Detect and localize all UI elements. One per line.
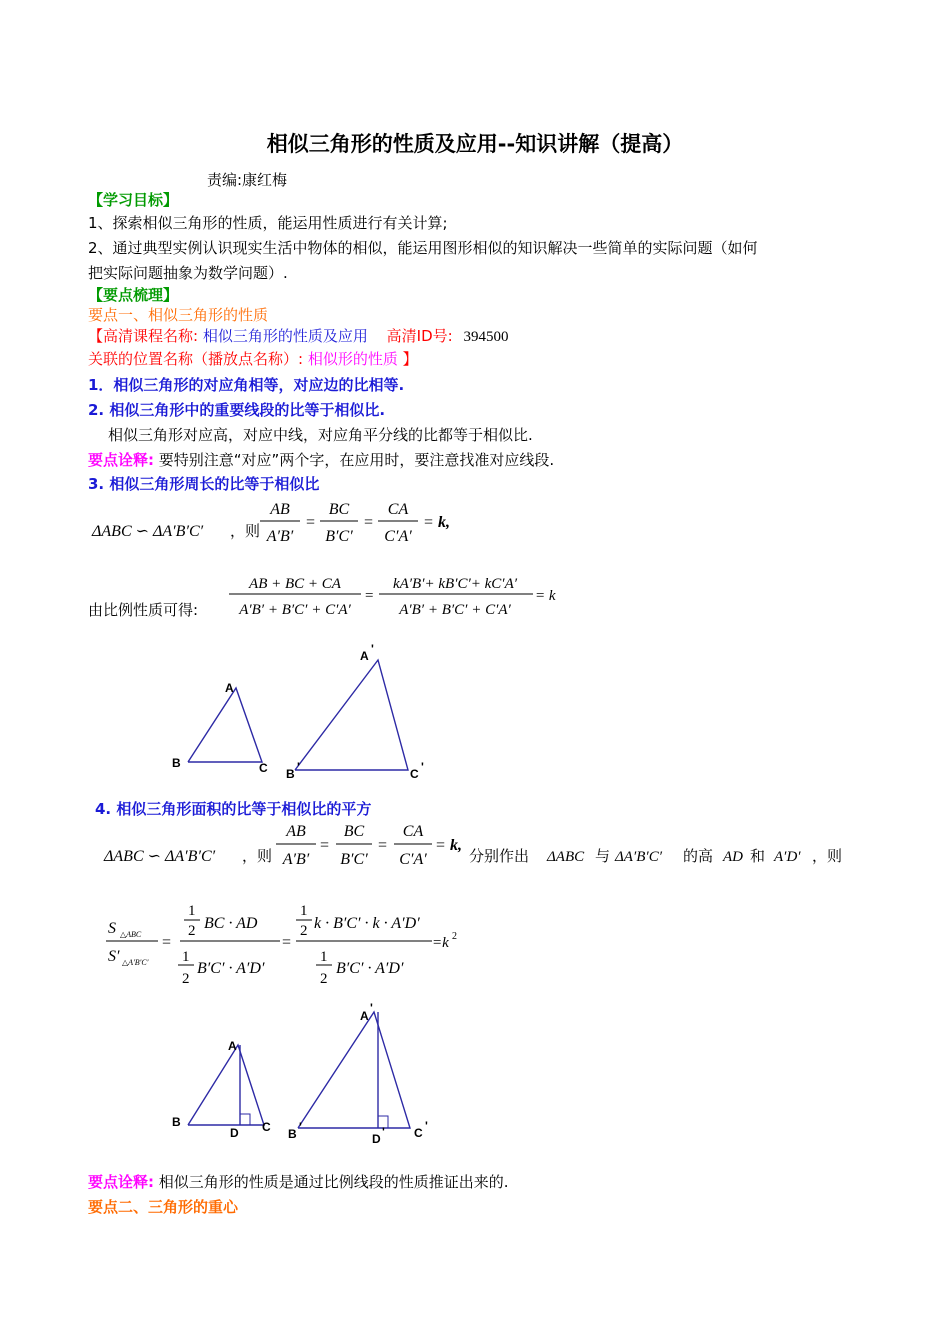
large2-B-prime: ': [299, 1120, 302, 1134]
eq-sign-2: =: [364, 514, 374, 531]
small-C-label: C: [259, 761, 268, 775]
frac1-num: AB: [270, 501, 290, 518]
note-2-label: 要点诠释:: [88, 1173, 154, 1191]
course-name: 相似三角形的性质及应用: [202, 327, 368, 345]
area-k2: =k: [432, 935, 449, 951]
area-Sp-sub: △A′B′C′: [122, 958, 149, 967]
course-id: 394500: [463, 329, 509, 345]
large-A-label: A: [360, 649, 369, 663]
frac2-num: BC: [328, 501, 350, 518]
point2-heading: 要点二、三角形的重心: [88, 1198, 239, 1216]
half-num-4: 1: [320, 949, 328, 965]
course-id-label: 高清ID号:: [386, 327, 453, 345]
frac5-den: B′C′: [340, 851, 368, 868]
area-num-1: BC · AD: [204, 915, 258, 932]
large2-B-label: B: [288, 1127, 297, 1141]
large2-A-prime: ': [370, 1001, 373, 1015]
tri2-name: ΔA′B′C′: [615, 849, 662, 865]
large2-D-label: D: [372, 1132, 381, 1146]
large2-D-prime: ': [382, 1125, 385, 1139]
large-triangle: [295, 660, 408, 770]
course-line: [88, 326, 508, 347]
area-formula: [100, 895, 480, 995]
area-num-2: k · B′C′ · k · A′D′: [314, 915, 420, 932]
small2-B-label: B: [172, 1115, 181, 1129]
link-line: [88, 349, 418, 369]
property-4: 4. 相似三角形面积的比等于相似比的平方: [95, 800, 372, 818]
small-right-angle: [240, 1114, 250, 1125]
small2-C-label: C: [262, 1120, 271, 1134]
perim-den: A′B′ + B′C′ + C′A′: [239, 602, 351, 618]
large-C-label: C: [410, 767, 419, 781]
frac3-den: C′A′: [384, 528, 412, 545]
eq-k: = k: [535, 588, 556, 604]
half-num-2: 1: [182, 949, 190, 965]
area-den-2: B′C′ · A′D′: [336, 960, 404, 977]
eq-sign-6: =: [378, 837, 388, 854]
property-3: 3. 相似三角形周长的比等于相似比: [88, 475, 320, 493]
small2-D-label: D: [230, 1126, 239, 1140]
perim-num: AB + BC + CA: [249, 576, 341, 592]
frac4-den: A′B′: [282, 851, 310, 868]
ratio-k-2: k,: [450, 837, 462, 854]
sim-statement: ΔABC ∽ ΔA′B′C′: [92, 523, 204, 540]
large-B-prime: ': [297, 760, 300, 774]
height-AD: AD: [723, 849, 743, 865]
area-k2-exp: 2: [452, 931, 457, 942]
note-2: [88, 1172, 509, 1192]
link-suffix: 】: [402, 350, 418, 368]
large-A-prime: ': [371, 642, 374, 656]
from-ratio-text: 由比例性质可得:: [88, 601, 199, 619]
goal-item-2a: 2、通过典型实例认识现实生活中物体的相似，能运用图形相似的知识解决一些简单的实际问题（如何: [88, 239, 758, 257]
draw-heights-c: 的高: [683, 849, 714, 865]
large2-A-label: A: [360, 1009, 369, 1023]
area-S-sub: △ABC: [120, 930, 142, 939]
area-S: S: [108, 920, 116, 937]
frac5-num: BC: [343, 823, 365, 840]
half-den-1: 2: [188, 923, 196, 939]
height-ApDp: A′D′: [774, 849, 801, 865]
perimeter-formula: [225, 570, 575, 622]
area-Sp: S′: [108, 948, 120, 965]
property-2: 2. 相似三角形中的重要线段的比等于相似比.: [88, 401, 386, 419]
draw-heights-d: 和: [750, 849, 766, 865]
half-num-3: 1: [300, 903, 308, 919]
draw-heights-e: ，则: [812, 849, 843, 865]
large2-C-label: C: [414, 1126, 423, 1140]
small-B-label: B: [172, 756, 181, 770]
frac6-num: CA: [402, 823, 424, 840]
draw-heights-a: 分别作出: [469, 849, 530, 865]
half-num-1: 1: [188, 903, 196, 919]
course-prefix: 【高清课程名称:: [88, 327, 199, 345]
similar-triangles-figure: [160, 640, 440, 785]
note-1: [88, 450, 554, 470]
frac4-num: AB: [286, 823, 306, 840]
half-den-3: 2: [300, 923, 308, 939]
note-2-text: 相似三角形的性质是通过比例线段的性质推证出来的.: [158, 1173, 509, 1191]
area-den-1: B′C′ · A′D′: [197, 960, 265, 977]
frac3-num: CA: [387, 501, 409, 518]
page-title: 相似三角形的性质及应用--知识讲解（提高）: [266, 132, 684, 156]
eq-sign-1: =: [306, 514, 316, 531]
frac6-den: C′A′: [399, 851, 427, 868]
draw-heights-b: 与: [595, 849, 611, 865]
small-triangle: [188, 688, 262, 762]
half-den-2: 2: [182, 971, 190, 987]
note-1-label: 要点诠释:: [88, 451, 154, 469]
link-prefix: 关联的位置名称（播放点名称）:: [88, 350, 304, 368]
eq-sign-8: =: [162, 934, 172, 951]
goal-item-1: 1、探索相似三角形的性质，能运用性质进行有关计算;: [88, 214, 448, 232]
tri1-name: ΔABC: [547, 849, 585, 865]
editor-line: 责编:康红梅: [207, 171, 288, 189]
heights-triangles-figure: [160, 1000, 440, 1150]
eq-sign-9: =: [282, 934, 292, 951]
large-C-prime: ': [421, 760, 424, 774]
sim-statement-2: ΔABC ∽ ΔA′B′C′: [104, 848, 216, 865]
ratio-k: k,: [438, 514, 450, 531]
large2-C-prime: ': [425, 1119, 428, 1133]
frac2-den: B′C′: [325, 528, 353, 545]
eq-sign-4: =: [365, 588, 374, 604]
point1-heading: 要点一、相似三角形的性质: [88, 306, 269, 324]
small2-A-label: A: [228, 1039, 237, 1053]
perim-num2: kA′B′+ kB′C′+ kC′A′: [392, 576, 518, 592]
perim-den2: A′B′ + B′C′ + C′A′: [399, 602, 511, 618]
half-den-4: 2: [320, 971, 328, 987]
area-ratio-statement: [100, 818, 860, 872]
property-1: 1．相似三角形的对应角相等，对应边的比相等.: [88, 376, 405, 394]
small-A-label: A: [225, 681, 234, 695]
then-word-2: ，则: [242, 849, 273, 865]
large-B-label: B: [286, 767, 295, 781]
points-heading: 【要点梳理】: [88, 286, 179, 304]
goal-item-2b: 把实际问题抽象为数学问题）.: [88, 264, 288, 282]
goals-heading: 【学习目标】: [88, 191, 179, 209]
frac1-den: A′B′: [266, 528, 294, 545]
note-1-text: 要特别注意“对应”两个字，在应用时，要注意找准对应线段.: [158, 451, 555, 469]
eq-sign-5: =: [320, 837, 330, 854]
eq-sign-7: =: [436, 837, 446, 854]
large-triangle-2: [298, 1012, 410, 1128]
eq-sign-3: =: [424, 514, 434, 531]
then-word: ，则: [230, 524, 261, 540]
small-triangle-2: [188, 1045, 264, 1125]
ratio-formula: [88, 496, 508, 550]
property-2-text: 相似三角形对应高，对应中线，对应角平分线的比都等于相似比.: [108, 426, 533, 444]
link-name: 相似形的性质: [307, 350, 398, 368]
